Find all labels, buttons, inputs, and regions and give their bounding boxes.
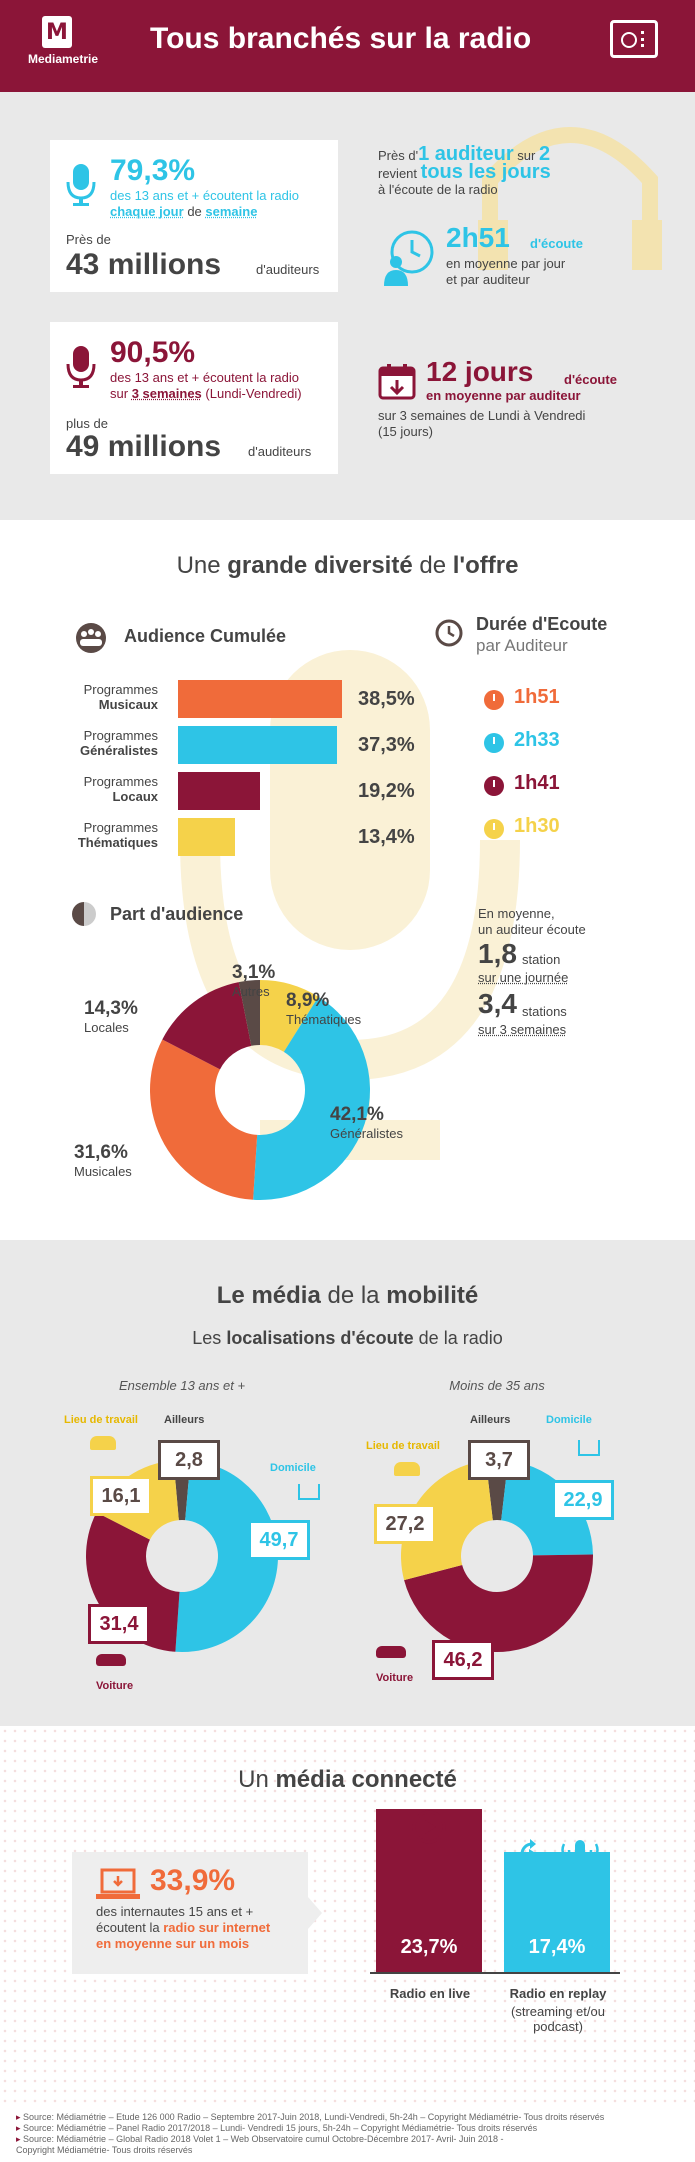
bar <box>178 818 235 856</box>
bar-category-label <box>40 820 158 850</box>
location-value-box: 16,1 <box>90 1476 152 1516</box>
daily-pres: Près de <box>66 232 111 247</box>
duration-desc-1: en moyenne par jour <box>446 256 566 271</box>
avg-1: En moyenne, <box>478 906 555 921</box>
avg-3w-desc: sur 3 semaines <box>478 1022 567 1037</box>
bar-value-label: 13,4% <box>358 826 415 848</box>
car-icon <box>96 1654 126 1666</box>
footer-source-line: Copyright Médiamétrie- Tous droits réservés <box>16 2145 193 2155</box>
diversity-title <box>0 552 695 580</box>
audience-group-icon <box>72 622 110 654</box>
avg-day-desc: sur une journée <box>478 970 569 985</box>
duration-sub: par Auditeur <box>476 636 568 655</box>
duration-desc-2: et par auditeur <box>446 272 530 287</box>
days-desc: en moyenne par auditeur <box>426 388 581 403</box>
bar-category-line2: Thématiques <box>77 835 158 850</box>
location-chart-title: Ensemble 13 ans et + <box>118 1378 246 1393</box>
laptop-icon <box>96 1868 140 1904</box>
audience-title: Audience Cumulée <box>124 626 287 646</box>
days-value: 12 jours <box>426 356 534 387</box>
weekly-desc-1: des 13 ans et + écoutent la radio <box>110 370 299 385</box>
home-icon <box>298 1484 320 1500</box>
home-icon <box>578 1440 600 1456</box>
share-label <box>74 1142 132 1179</box>
div-title-2: grande diversité <box>227 552 413 579</box>
location-name-label: Ailleurs <box>164 1414 205 1426</box>
mob-title-1: Le média <box>216 1282 321 1309</box>
daily-desc-3: de <box>187 204 202 219</box>
share-slice <box>150 1039 257 1199</box>
daily-return <box>378 143 658 198</box>
div-title-1: Une <box>176 552 221 579</box>
bar-category-line2: Musicaux <box>98 697 158 712</box>
play-icon <box>410 1808 448 1846</box>
duration-value: 2h33 <box>514 729 560 751</box>
share-title: Part d'audience <box>110 904 244 924</box>
bar <box>178 680 342 718</box>
mob-sub-3: de la radio <box>418 1328 503 1348</box>
duration-clock-icon <box>484 690 504 710</box>
return-5: revient <box>378 166 418 181</box>
share-label-name: Thématiques <box>286 1012 362 1027</box>
con-desc-1: des internautes 15 ans et + <box>96 1904 254 1919</box>
con-desc-3: radio sur internet <box>163 1920 271 1935</box>
location-name-label: Lieu de travail <box>64 1414 138 1426</box>
bar-category-label <box>40 774 158 804</box>
daily-desc-4: semaine <box>205 204 258 219</box>
location-value-box: 3,7 <box>468 1440 530 1480</box>
share-label-name: Généralistes <box>330 1126 403 1141</box>
bar-value-label: 37,3% <box>358 734 415 756</box>
location-chart-title: Moins de 35 ans <box>449 1378 545 1393</box>
duration-value: 2h51 <box>446 222 510 253</box>
days-desc-2: sur 3 semaines de Lundi à Vendredi <box>378 408 586 423</box>
con-title-2: média connecté <box>275 1766 457 1793</box>
calendar-icon <box>378 362 418 402</box>
bar-category-line1: Programmes <box>83 682 158 697</box>
bar-category-label <box>40 682 158 712</box>
share-label <box>84 998 138 1035</box>
duration-value: 1h30 <box>514 815 560 837</box>
mob-sub-1: Les <box>192 1328 222 1348</box>
share-label-value: 3,1% <box>232 962 276 983</box>
bar-category-line2: Généralistes <box>79 743 158 758</box>
share-label-name: Locales <box>84 1020 129 1035</box>
mobility-title <box>0 1282 695 1310</box>
weekly-desc <box>110 370 302 402</box>
return-1: Près d' <box>378 148 419 163</box>
daily-desc-2: chaque jour <box>110 204 184 219</box>
footer-source-line: ▸ Source: Médiamétrie – Global Radio 2018 Volet 1 – Web Observatoire cumul Octobre-Décembre 2017- Avril- Juin 2018 - <box>16 2134 503 2145</box>
location-value-box: 49,7 <box>248 1520 310 1560</box>
mobility-subtitle <box>0 1328 695 1349</box>
duration-clock-icon <box>484 776 504 796</box>
bar-category-line1: Programmes <box>83 820 158 835</box>
microphone-icon <box>64 344 98 390</box>
weekly-card <box>50 322 338 474</box>
days-unit: d'écoute <box>564 372 617 387</box>
brand-logo <box>28 16 99 68</box>
days-desc-3: (15 jours) <box>378 424 433 439</box>
share-label-value: 31,6% <box>74 1142 128 1163</box>
workplace-group-icon <box>394 1462 420 1476</box>
share-label-name: Autres <box>232 984 270 999</box>
connected-bar-sub: (streaming et/ou podcast) <box>511 2004 605 2034</box>
location-value-box: 2,8 <box>158 1440 220 1480</box>
location-name-label: Domicile <box>546 1414 592 1426</box>
footer-source-line: ▸ Source: Médiamétrie – Etude 126 000 Radio – Septembre 2017-Juin 2018, Lundi-Vendredi, 5h-24h – Copyright Médiamétrie- Tous droits réservés <box>16 2112 604 2123</box>
connected-bar-category: Radio en live <box>389 1986 471 2001</box>
internet-desc <box>96 1904 270 1952</box>
return-6: tous les jours <box>420 161 551 183</box>
page-title: Tous branchés sur la radio <box>150 22 532 55</box>
internet-pct: 33,9% <box>150 1864 236 1897</box>
duration-title: Durée d'Ecoute <box>476 614 608 634</box>
car-icon <box>376 1646 406 1658</box>
mob-sub-2: localisations d'écoute <box>226 1328 414 1348</box>
avg-day-value: 1,8 <box>478 938 517 969</box>
share-label-value: 42,1% <box>330 1104 384 1125</box>
radio-icon <box>610 20 658 58</box>
bar-value-label: 38,5% <box>358 688 415 710</box>
con-desc-2: écoutent la <box>96 1920 160 1935</box>
connected-bar-value: 17,4% <box>528 1936 586 1958</box>
div-title-4: l'offre <box>452 552 519 579</box>
return-2: 1 auditeur <box>418 143 514 165</box>
daily-desc-1: des 13 ans et + écoutent la radio <box>110 188 299 203</box>
duration-value: 1h51 <box>514 686 560 708</box>
internet-card-arrow <box>308 1897 322 1929</box>
location-value-box: 27,2 <box>374 1504 436 1544</box>
con-desc-4: en moyenne sur un mois <box>96 1936 250 1951</box>
con-title-1: Un <box>238 1766 269 1793</box>
duration-value: 1h41 <box>514 772 560 794</box>
bar-category-line2: Locaux <box>112 789 158 804</box>
location-value-box: 46,2 <box>432 1640 494 1680</box>
microphone-icon <box>64 162 98 208</box>
div-title-3: de <box>419 552 447 579</box>
connected-title <box>0 1766 695 1794</box>
connected-bar-category: Radio en replay <box>509 1986 607 2001</box>
daily-pct: 79,3% <box>110 154 196 187</box>
daily-card <box>50 140 338 292</box>
daily-desc <box>110 188 299 220</box>
bar <box>178 726 337 764</box>
daily-unit: d'auditeurs <box>256 262 320 277</box>
weekly-pct: 90,5% <box>110 336 196 369</box>
weekly-desc-3: 3 semaines <box>131 386 202 401</box>
replay-icon <box>514 1836 550 1872</box>
weekly-plus: plus de <box>66 416 108 431</box>
share-label <box>232 962 275 999</box>
connected-bar-value: 23,7% <box>400 1936 458 1958</box>
avg-day-unit: station <box>522 952 561 967</box>
bar-value-label: 19,2% <box>358 780 415 802</box>
location-name-label: Domicile <box>270 1462 316 1474</box>
location-name-label: Lieu de travail <box>366 1440 440 1452</box>
logo-mark-icon <box>42 16 72 48</box>
duration-desc <box>446 256 565 288</box>
bar-category-line1: Programmes <box>83 728 158 743</box>
weekly-desc-2: sur <box>110 386 129 401</box>
share-icon <box>72 902 96 926</box>
avg-3w-unit: stations <box>522 1004 567 1019</box>
connected-baseline <box>370 1972 620 1974</box>
mob-title-3: mobilité <box>386 1282 479 1309</box>
weekly-desc-4: (Lundi-Vendredi) <box>205 386 302 401</box>
location-name-label: Voiture <box>376 1672 414 1684</box>
weekly-millions: 49 millions <box>66 430 222 463</box>
location-name-label: Voiture <box>96 1680 134 1692</box>
duration-clock-icon <box>484 733 504 753</box>
share-label <box>330 1104 403 1141</box>
share-label-name: Musicales <box>74 1164 132 1179</box>
workplace-group-icon <box>90 1436 116 1450</box>
bar <box>178 772 260 810</box>
mob-title-2: de la <box>327 1282 380 1309</box>
header-banner <box>0 0 695 92</box>
clock-icon <box>434 618 464 648</box>
daily-millions: 43 millions <box>66 248 222 281</box>
bar-category-line1: Programmes <box>83 774 158 789</box>
weekly-unit: d'auditeurs <box>248 444 312 459</box>
return-4: 2 <box>538 143 551 165</box>
clock-person-icon <box>378 228 438 288</box>
days-desc2 <box>378 408 585 440</box>
share-label-value: 8,9% <box>286 990 330 1011</box>
avg-intro <box>478 906 586 938</box>
duration-unit: d'écoute <box>530 236 583 251</box>
brand-name: Mediametrie <box>28 52 99 66</box>
duration-clock-icon <box>484 819 504 839</box>
avg-2: un auditeur écoute <box>478 922 586 937</box>
location-value-box: 22,9 <box>552 1480 614 1520</box>
location-name-label: Ailleurs <box>470 1414 511 1426</box>
return-7: à l'écoute de la radio <box>378 182 498 197</box>
location-value-box: 31,4 <box>88 1604 150 1644</box>
share-label-value: 14,3% <box>84 998 138 1019</box>
podcast-mic-icon <box>560 1836 600 1872</box>
return-3: sur <box>517 148 536 163</box>
footer-source-line: ▸ Source: Médiamétrie – Panel Radio 2017/2018 – Lundi- Vendredi 15 jours, 5h-24h – Copyright Médiamétrie- Tous droits réservés <box>16 2123 537 2134</box>
share-label <box>286 990 361 1027</box>
bar-category-label <box>40 728 158 758</box>
avg-3w-value: 3,4 <box>478 988 517 1019</box>
